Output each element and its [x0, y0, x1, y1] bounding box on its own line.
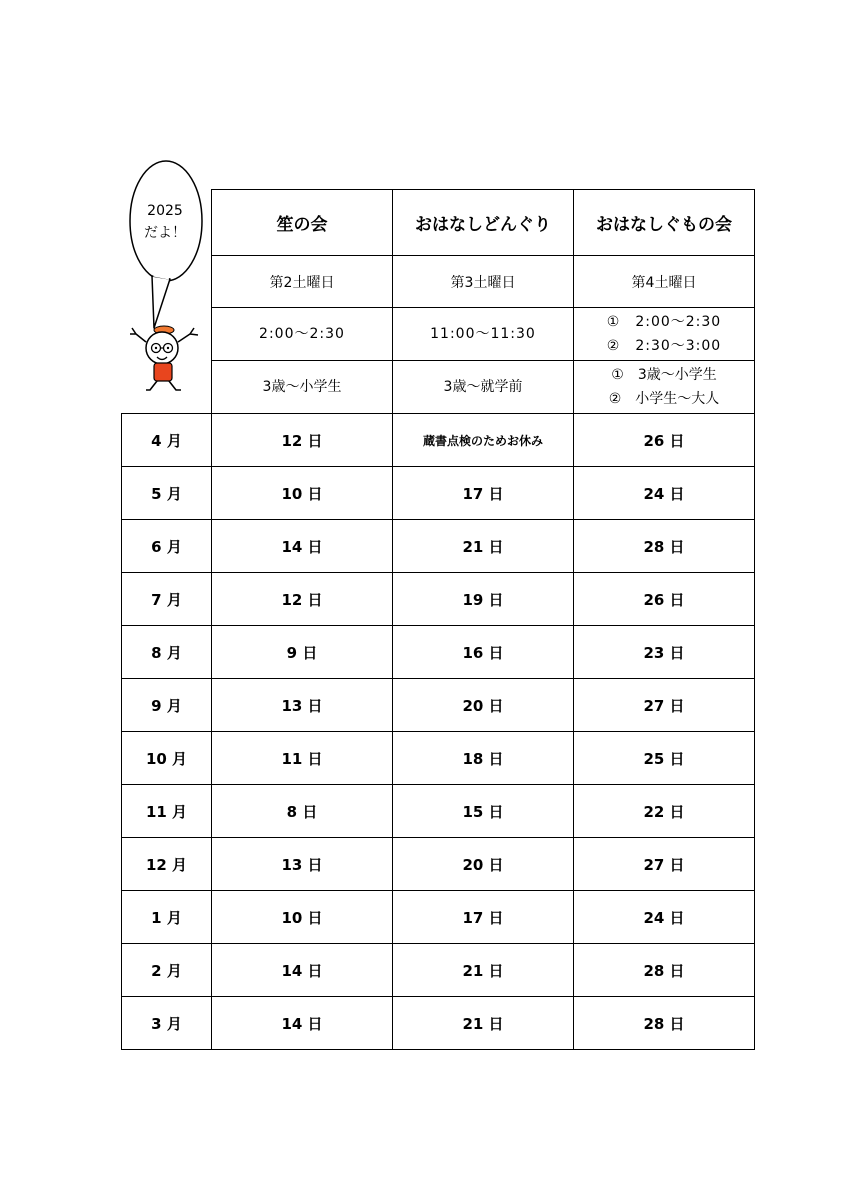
month-label: 12 月: [122, 838, 212, 891]
group-title: おはなしどんぐり: [393, 190, 574, 256]
month-row: [122, 732, 755, 785]
bubble-phrase: だよ！: [144, 225, 186, 241]
session-date: 26 日: [574, 414, 755, 467]
group-age: ① 3歳～小学生 ② 小学生～大人: [574, 361, 755, 414]
session-date: 24 日: [574, 467, 755, 520]
session-date: 12 日: [212, 573, 393, 626]
month-label: 1 月: [122, 891, 212, 944]
session-date: 10 日: [212, 467, 393, 520]
group-day: 第3土曜日: [393, 256, 574, 308]
session-date: 9 日: [212, 626, 393, 679]
session-date: 18 日: [393, 732, 574, 785]
session-date: 28 日: [574, 997, 755, 1050]
month-rows: [122, 414, 755, 1050]
session-date: 23 日: [574, 626, 755, 679]
storytime-schedule-table: [121, 189, 755, 1050]
session-date: 13 日: [212, 838, 393, 891]
session-date: 27 日: [574, 838, 755, 891]
session-date: 19 日: [393, 573, 574, 626]
month-row: [122, 785, 755, 838]
month-row: [122, 838, 755, 891]
month-label: 6 月: [122, 520, 212, 573]
session-date: 28 日: [574, 944, 755, 997]
month-label: 3 月: [122, 997, 212, 1050]
header-row-days: [122, 256, 755, 308]
session-date: 16 日: [393, 626, 574, 679]
month-row: [122, 679, 755, 732]
session-date: 15 日: [393, 785, 574, 838]
month-label: 10 月: [122, 732, 212, 785]
session-date: 21 日: [393, 944, 574, 997]
month-row: [122, 414, 755, 467]
month-label: 9 月: [122, 679, 212, 732]
session-date: 20 日: [393, 838, 574, 891]
group-day: 第4土曜日: [574, 256, 755, 308]
session-date: 24 日: [574, 891, 755, 944]
month-label: 2 月: [122, 944, 212, 997]
header-row-titles: [122, 190, 755, 256]
month-label: 4 月: [122, 414, 212, 467]
session-date: 21 日: [393, 997, 574, 1050]
month-row: [122, 520, 755, 573]
header-row-times: [122, 308, 755, 361]
group-time: 2:00～2:30: [212, 308, 393, 361]
group-title: 笙の会: [212, 190, 393, 256]
group-time: 11:00～11:30: [393, 308, 574, 361]
bubble-year: 2025: [147, 203, 183, 219]
month-label: 11 月: [122, 785, 212, 838]
group-time: ① 2:00～2:30 ② 2:30～3:00: [574, 308, 755, 361]
group-day: 第2土曜日: [212, 256, 393, 308]
session-date: 28 日: [574, 520, 755, 573]
session-date: 20 日: [393, 679, 574, 732]
session-date: 22 日: [574, 785, 755, 838]
month-row: [122, 467, 755, 520]
session-date: 8 日: [212, 785, 393, 838]
session-date: 14 日: [212, 520, 393, 573]
month-label: 8 月: [122, 626, 212, 679]
group-title: おはなしぐもの会: [574, 190, 755, 256]
group-age: 3歳～小学生: [212, 361, 393, 414]
session-date: 25 日: [574, 732, 755, 785]
session-date: 14 日: [212, 944, 393, 997]
session-date: 12 日: [212, 414, 393, 467]
month-row: [122, 997, 755, 1050]
month-row: [122, 573, 755, 626]
session-date: 27 日: [574, 679, 755, 732]
session-date: 26 日: [574, 573, 755, 626]
header-row-ages: [122, 361, 755, 414]
month-row: [122, 626, 755, 679]
month-row: [122, 891, 755, 944]
session-date: 14 日: [212, 997, 393, 1050]
session-date: 蔵書点検のためお休み: [393, 414, 574, 467]
month-row: [122, 944, 755, 997]
session-date: 10 日: [212, 891, 393, 944]
session-date: 17 日: [393, 891, 574, 944]
month-label: 5 月: [122, 467, 212, 520]
session-date: 17 日: [393, 467, 574, 520]
month-label: 7 月: [122, 573, 212, 626]
session-date: 13 日: [212, 679, 393, 732]
group-age: 3歳～就学前: [393, 361, 574, 414]
session-date: 11 日: [212, 732, 393, 785]
session-date: 21 日: [393, 520, 574, 573]
